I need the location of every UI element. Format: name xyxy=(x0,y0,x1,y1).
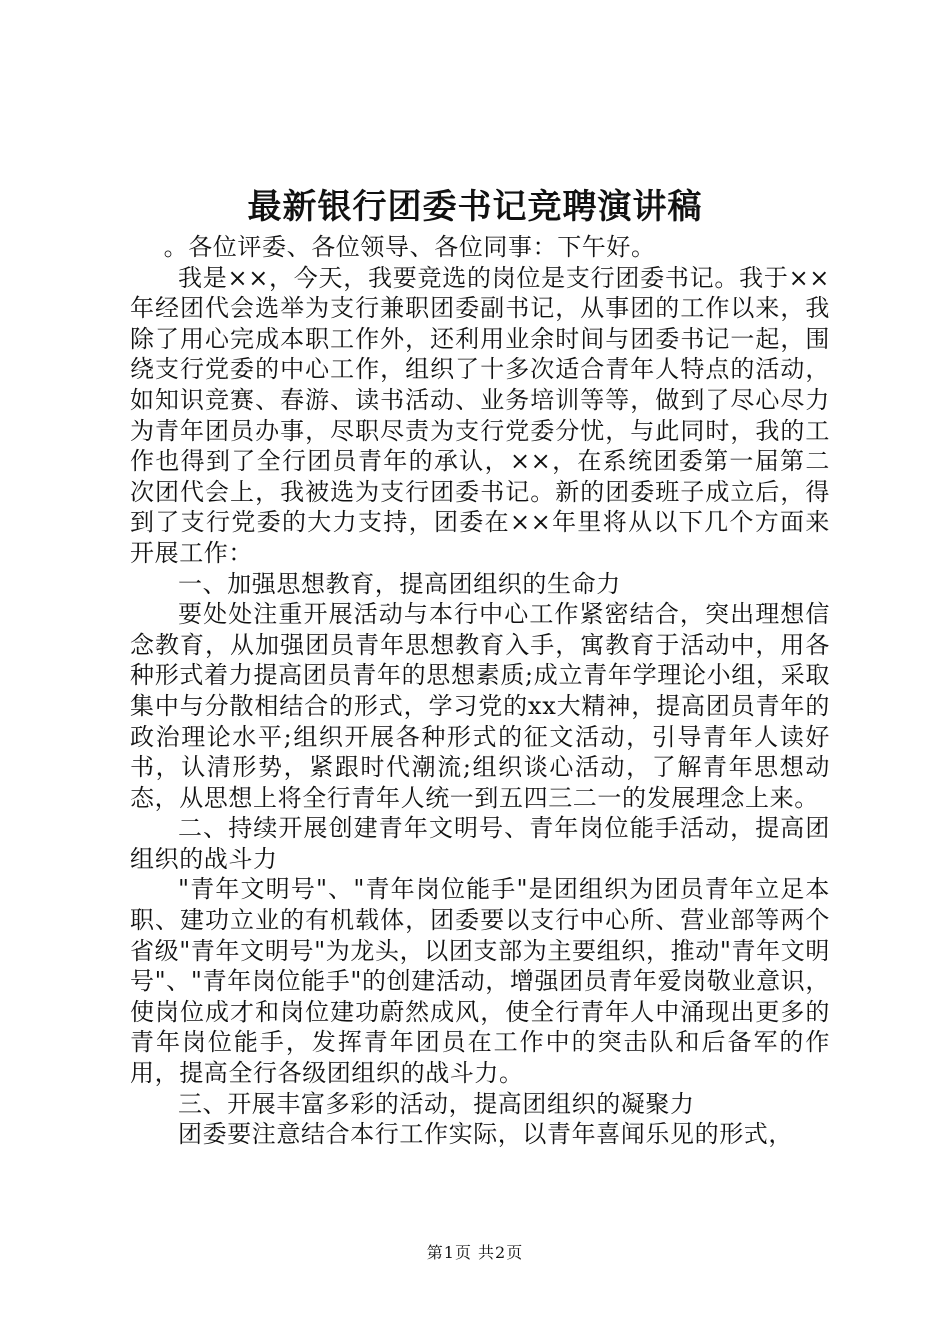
document-title: 最新银行团委书记竞聘演讲稿 xyxy=(247,187,703,227)
intro-paragraph: 我是××，今天，我要竞选的岗位是支行团委书记。我于××年经团代会选举为支行兼职团委副书记，从事团的工作以来，我除了用心完成本职工作外，还利用业余时间与团委书记一起，围绕支行党委的中心工作，组织了十多次适合青年人特点的活动，如知识竞赛、春游、读书活动、业务培训等等，做到了尽心尽力为青年团员办事，尽职尽责为支行党委分忧，与此同时，我的工作也得到了全行团员青年的承认，××，在系统团委第一届第二次团代会上，我被选为支行团委书记。新的团委班子成立后，得到了支行党委的大力支持，团委在××年里将从以下几个方面来开展工作： xyxy=(130,263,830,567)
section-paragraph-3: 团委要注意结合本行工作实际，以青年喜闻乐见的形式， xyxy=(178,1120,793,1149)
document-body xyxy=(130,232,830,1150)
page-number-footer: 第1页 共2页 xyxy=(426,1243,524,1262)
section-paragraph-2: "青年文明号"、"青年岗位能手"是团组织为团员青年立足本职、建功立业的有机载体，团委要以支行中心所、营业部等两个省级"青年文明号"为龙头，以团支部为主要组织，推动"青年文明号"、"青年岗位能手"的创建活动，增强团员青年爱岗敬业意识，使岗位成才和岗位建功蔚然成风，使全行青年人中涌现出更多的青年岗位能手，发挥青年团员在工作中的突击队和后备军的作用，提高全行各级团组织的战斗力。 xyxy=(130,875,830,1088)
section-paragraph-1: 要处处注重开展活动与本行中心工作紧密结合，突出理想信念教育，从加强团员青年思想教育入手，寓教育于活动中，用各种形式着力提高团员青年的思想素质;成立青年学理论小组，采取集中与分散相结合的形式，学习党的xx大精神，提高团员青年的政治理论水平;组织开展各种形式的征文活动，引导青年人读好书，认清形势，紧跟时代潮流;组织谈心活动，了解青年思想动态，从思想上将全行青年人统一到五四三二一的发展理念上来。 xyxy=(130,600,830,812)
section-heading-2: 二、持续开展创建青年文明号、青年岗位能手活动，提高团组织的战斗力 xyxy=(130,814,830,873)
section-heading-1: 一、加强思想教育，提高团组织的生命力 xyxy=(178,569,621,598)
section-heading-3: 三、开展丰富多彩的活动，提高团组织的凝聚力 xyxy=(178,1089,695,1118)
greeting-paragraph: 。各位评委、各位领导、各位同事：下午好。 xyxy=(163,233,656,261)
